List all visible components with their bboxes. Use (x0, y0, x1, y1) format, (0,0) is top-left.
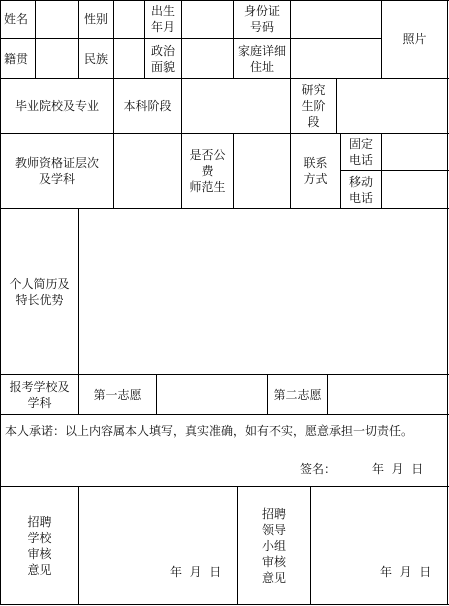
leader-review-label: 招聘 领导 小组 审核 意见 (261, 506, 286, 585)
landline-field[interactable] (382, 134, 447, 170)
graduate-label: 研究 生阶 段 (301, 83, 326, 129)
school-review-field[interactable] (79, 487, 237, 604)
resume-field[interactable] (79, 209, 447, 374)
second-choice-label: 第二志愿 (273, 387, 322, 402)
graduate-field[interactable] (337, 79, 447, 133)
birth-date-field[interactable] (182, 1, 233, 38)
first-choice-field[interactable] (157, 375, 267, 414)
resume-label: 个人简历及 特长优势 (9, 276, 70, 307)
first-choice-label: 第一志愿 (93, 387, 142, 402)
photo-box[interactable]: 照片 (402, 32, 427, 46)
gender-label: 性别 (83, 12, 108, 26)
home-address-label: 家庭详细 住址 (237, 43, 286, 74)
political-status-field[interactable] (182, 39, 233, 78)
apply-school-label: 报考学校及 学科 (9, 379, 70, 410)
school-major-label: 毕业院校及专业 (14, 99, 99, 113)
school-review-date: 年 月 日 (170, 565, 222, 579)
undergraduate-field[interactable] (182, 79, 290, 133)
native-place-field[interactable] (36, 39, 78, 78)
id-number-field[interactable] (291, 1, 381, 38)
gender-field[interactable] (114, 1, 144, 38)
leader-review-field[interactable] (311, 487, 447, 604)
pledge-date: 年 月 日 (372, 462, 424, 476)
undergraduate-label: 本科阶段 (123, 99, 172, 113)
landline-label: 固定 电话 (348, 137, 373, 167)
leader-review-date: 年 月 日 (380, 565, 432, 579)
id-number-label: 身份证 号码 (243, 4, 280, 34)
rule (0, 604, 449, 605)
ethnicity-field[interactable] (114, 39, 144, 78)
public-normal-field[interactable] (234, 134, 290, 208)
second-choice-field[interactable] (328, 375, 447, 414)
birth-date-label: 出生 年月 (150, 4, 175, 34)
signature-field[interactable] (335, 459, 370, 479)
mobile-field[interactable] (382, 171, 447, 208)
signature-label: 签名： (300, 462, 337, 476)
rule (447, 0, 448, 605)
mobile-label: 移动 电话 (348, 174, 373, 205)
teacher-certificate-label: 教师资格证层次 及学科 (14, 156, 99, 186)
native-place-label: 籍贯 (4, 51, 29, 66)
name-label: 姓名 (4, 12, 29, 26)
home-address-field[interactable] (291, 39, 381, 78)
school-review-label: 招聘 学校 审核 意见 (27, 514, 52, 577)
name-field[interactable] (36, 1, 78, 38)
teacher-certificate-field[interactable] (114, 134, 181, 208)
political-status-label: 政治 面貌 (150, 43, 175, 74)
contact-label: 联系 方式 (303, 156, 328, 186)
public-normal-label: 是否公 费 师范生 (189, 148, 226, 194)
rule (0, 414, 449, 415)
pledge-text: 本人承诺：以上内容属本人填写，真实准确，如有不实，愿意承担一切责任。 (5, 424, 414, 438)
ethnicity-label: 民族 (83, 51, 108, 66)
